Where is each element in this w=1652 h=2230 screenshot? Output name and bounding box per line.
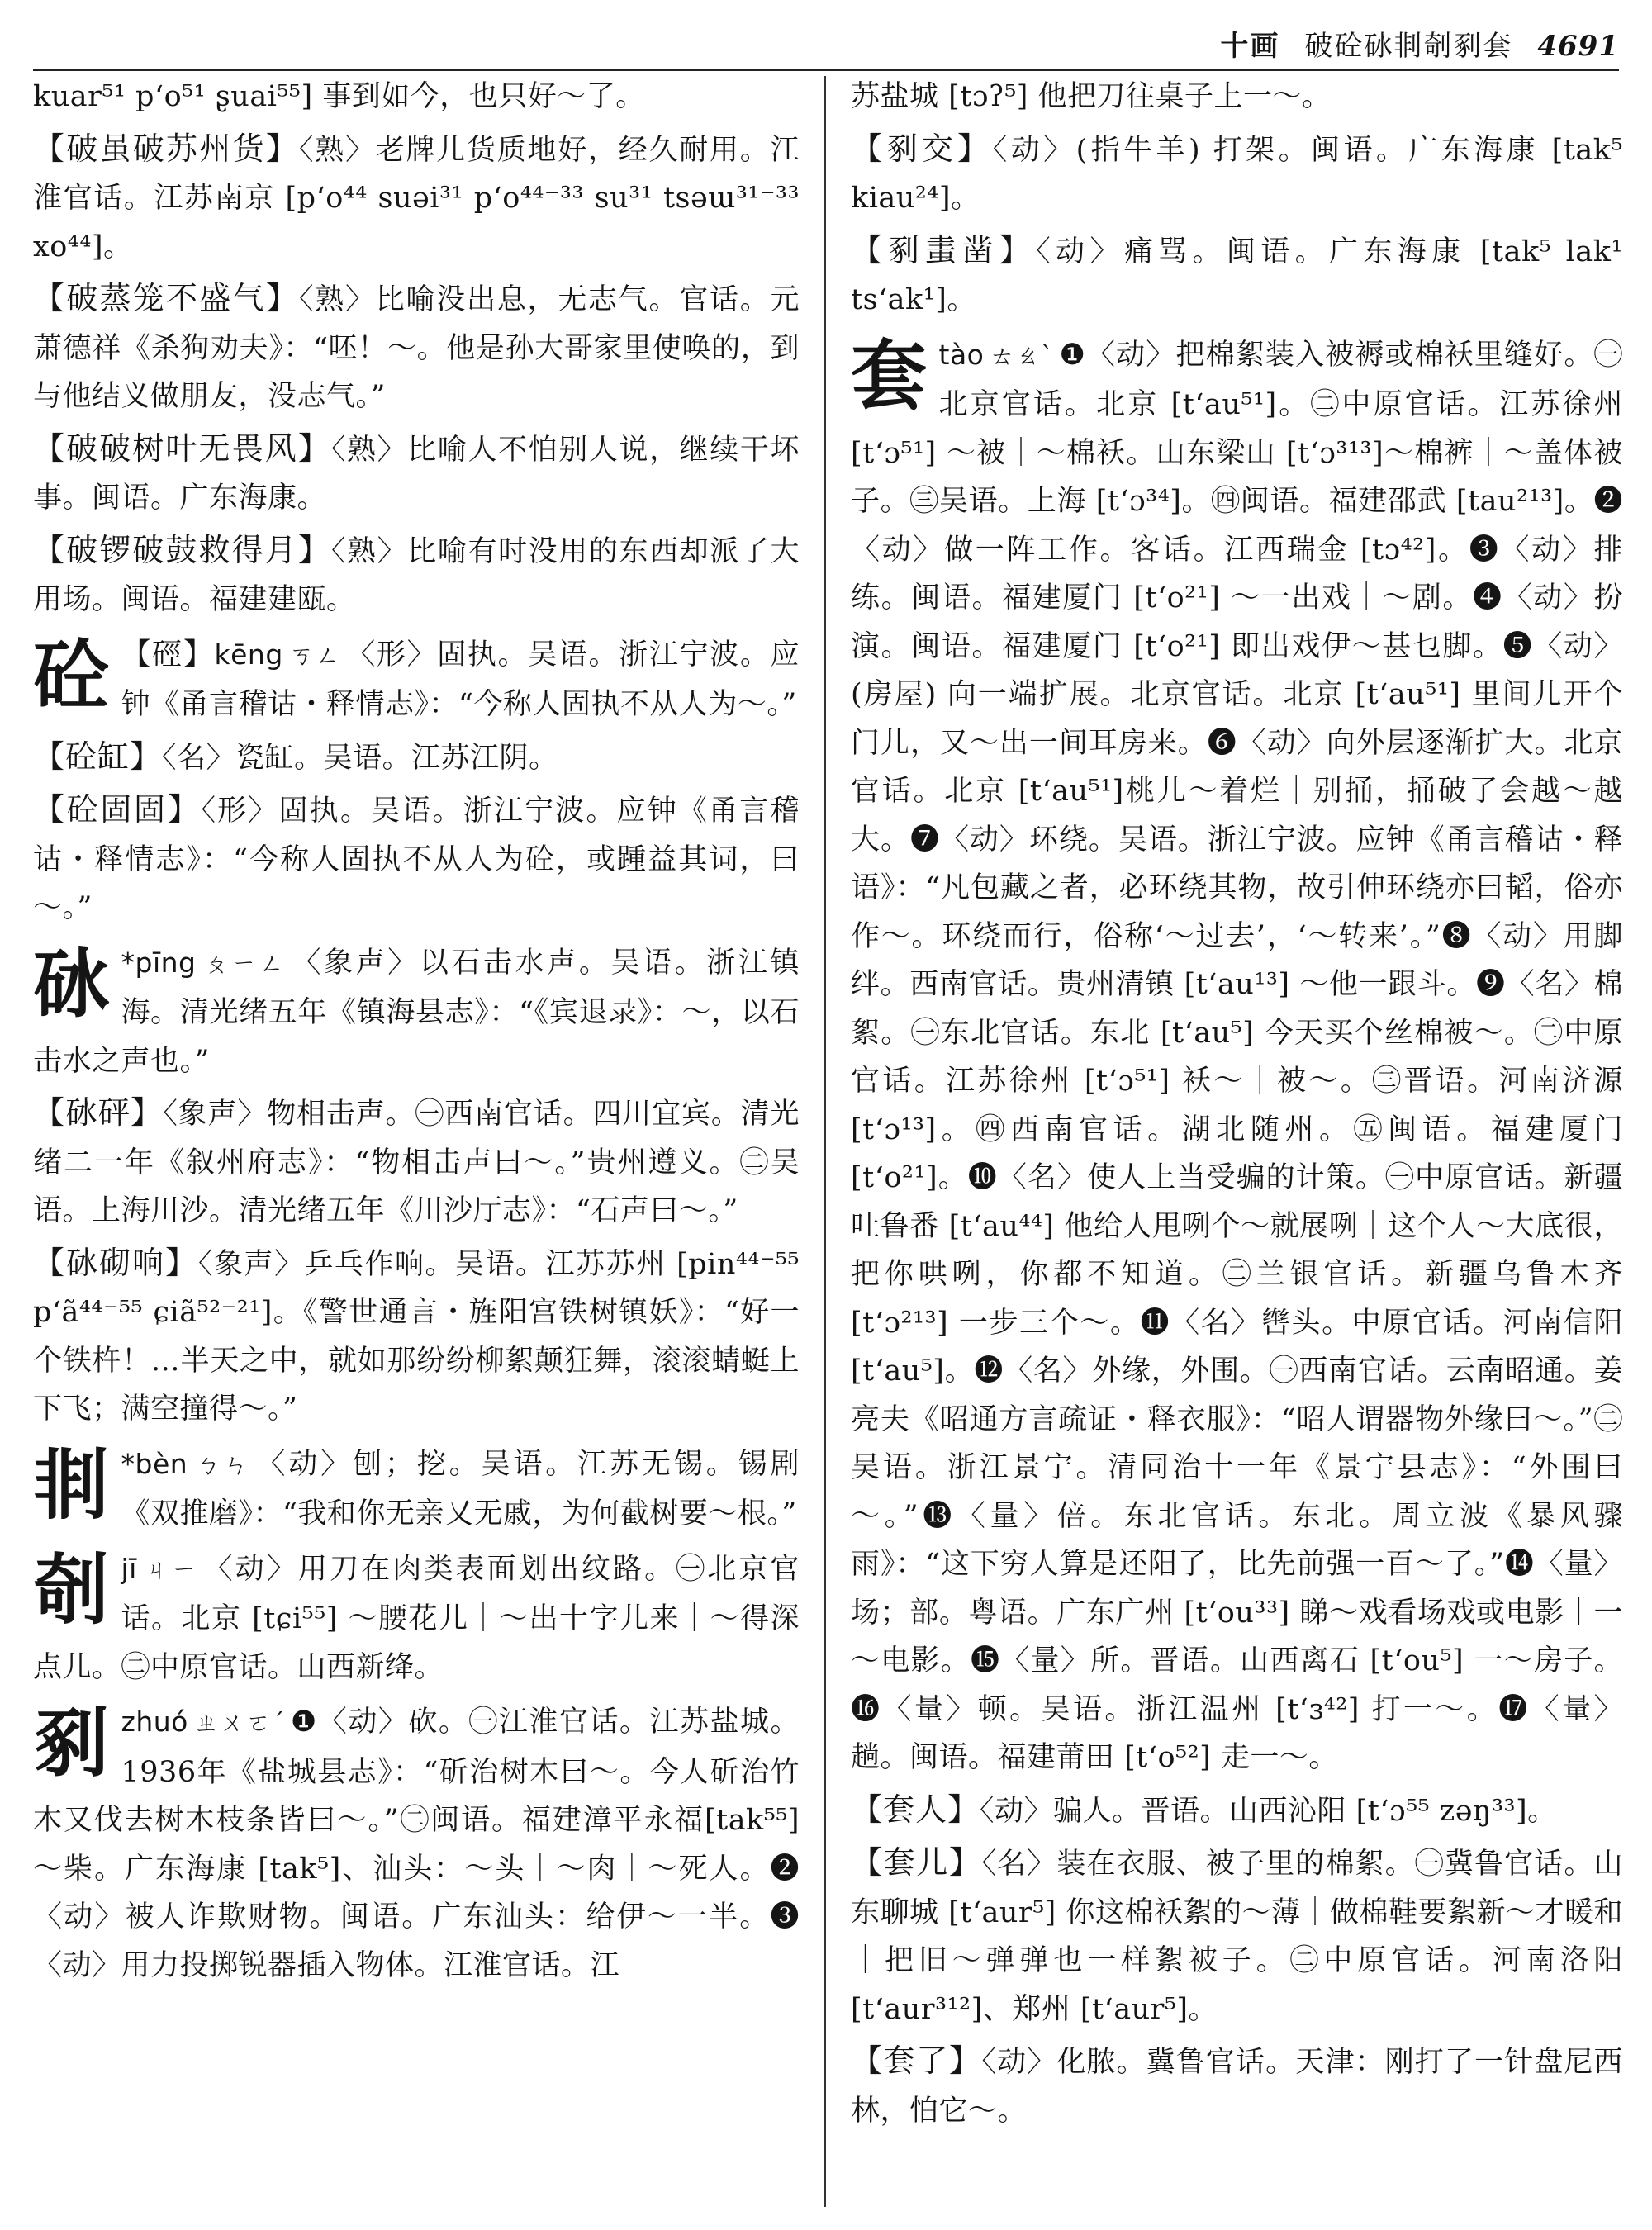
page-number: 4691 <box>1537 30 1619 63</box>
compound-headword: 【砅砰】 <box>33 1094 164 1131</box>
pinyin: zhuó <box>121 1706 188 1738</box>
variant-form: 【硜】 <box>121 637 215 671</box>
sub-entry <box>33 526 800 624</box>
head-character: 剕 <box>33 1440 110 1530</box>
definition-text: ❶〈动〉砍。㊀江淮官话。江苏盐城。1936年《盐城县志》：“斫治树木曰～。今人斫治竹木又伐去树木枝条皆曰～。”㊁闽语。福建漳平永福[tak⁵⁵] ～柴。广东海康 [tak⁵]、汕头：～头｜～肉｜～死人。❷〈动〉被人诈欺财物。闽语。广东汕头：给伊～一半。❸〈动〉用力投掷锐器插入物体。江淮官话。江 <box>33 1706 800 1982</box>
zhuyin: ㄎㄥ <box>287 641 342 671</box>
zhuyin: ㄐㄧ <box>141 1555 199 1585</box>
definition-text: 〈动〉刨；挖。吴语。江苏无锡。锡剧《双推磨》：“我和你无亲又无戚，为何截树要～根。” <box>121 1447 800 1530</box>
entry-continuation <box>33 73 800 121</box>
definition-text: 〈名〉瓷缸。吴语。江苏江阴。 <box>162 741 558 775</box>
compound-headword: 【剢交】 <box>851 130 993 167</box>
sub-entry <box>851 125 1623 223</box>
compound-headword: 【砼缸】 <box>33 738 163 775</box>
running-head <box>1220 23 1619 64</box>
zhuyin: ㄆㄧㄥ <box>201 949 287 979</box>
character-entry <box>33 1698 800 1990</box>
definition-text: 〈形〉固执。吴语。浙江宁波。应钟《甬言稽诂・释情志》：“今称人固执不从人为～。” <box>121 638 800 721</box>
compound-headword: 【砅砌响】 <box>33 1244 198 1281</box>
compound-headword: 【砼固固】 <box>33 791 202 828</box>
sub-entry <box>33 733 800 783</box>
sub-entry <box>851 1839 1623 2033</box>
column-divider <box>824 76 826 2207</box>
sub-entry <box>33 785 800 932</box>
sub-entry <box>851 226 1623 325</box>
definition-text: 〈动〉痛骂。闽语。广东海康 [tak⁵ lak¹ ts‘ak¹]。 <box>851 235 1623 316</box>
pinyin: *bèn <box>121 1447 188 1480</box>
character-entry <box>33 631 800 729</box>
head-character: 剞 <box>33 1544 110 1635</box>
head-character: 砼 <box>33 630 110 720</box>
compound-headword: 【破蒸笼不盛气】 <box>33 280 299 316</box>
right-column <box>851 73 1623 2212</box>
definition-text: 〈形〉固执。吴语。浙江宁波。应钟《甬言稽诂・释情志》：“今称人固执不从人为砼，或踵益其词，曰～。” <box>33 795 800 924</box>
character-entry <box>33 939 800 1086</box>
entry-continuation <box>851 73 1623 121</box>
zhuyin: ㄓㄨㄛˊ <box>192 1709 286 1738</box>
running-head-section: 十画 <box>1220 30 1280 63</box>
definition-text: 〈动〉用刀在肉类表面划出纹路。㊀北京官话。北京 [tɕi⁵⁵] ～腰花儿｜～出十字儿来｜～得深点儿。㊁中原官话。山西新绛。 <box>33 1552 800 1684</box>
head-character: 剢 <box>33 1698 110 1787</box>
definition-text: 〈熟〉老牌儿货质地好，经久耐用。江淮官话。江苏南京 [p‘o⁴⁴ suəi³¹ p‘o⁴⁴⁻³³ su³¹ tsəɯ³¹⁻³³ xo⁴⁴]。 <box>33 133 800 263</box>
sub-entry <box>33 425 800 523</box>
sub-entry <box>33 274 800 421</box>
compound-headword: 【套人】 <box>851 1791 980 1828</box>
zhuyin: ㄅㄣ <box>192 1450 252 1480</box>
definition-text: 〈象声〉乒乓作响。吴语。江苏苏州 [pin⁴⁴⁻⁵⁵ p‘ã⁴⁴⁻⁵⁵ ɕiã⁵²⁻²¹]。《警世通言・旌阳宫铁树镇妖》：“好一个铁杵！…半天之中，就如那纷纷柳絮颠狂舞，滚滚蜻蜓上下飞；满空撞得～。” <box>33 1247 800 1426</box>
character-entry <box>851 331 1623 1782</box>
definition-text: 〈名〉装在衣服、被子里的棉絮。㊀冀鲁官话。山东聊城 [t‘aur⁵] 你这棉袄絮的～薄｜做棉鞋要絮新～才暖和｜把旧～弹弹也一样絮被子。㊁中原官话。河南洛阳 [t‘aur³¹²]、郑州 [t‘aur⁵]。 <box>851 1848 1623 2026</box>
definition-text: kuar⁵¹ p‘o⁵¹ ʂuai⁵⁵] 事到如今，也只好～了。 <box>33 80 645 113</box>
character-entry <box>33 1440 800 1539</box>
left-column <box>33 73 800 2212</box>
definition-text: 〈象声〉以石击水声。吴语。浙江镇海。清光绪五年《镇海县志》：“《宾退录》：～，以石击水之声也。” <box>33 946 800 1078</box>
definition-text: 〈熟〉比喻没出息，无志气。官话。元萧德祥《杀狗劝夫》：“呸！～。他是孙大哥家里使唤的，到与他结义做朋友，没志气。” <box>33 283 800 413</box>
zhuyin: ㄊㄠˋ <box>989 341 1055 371</box>
definition-text: 〈动〉(指牛羊) 打架。闽语。广东海康 [tak⁵ kiau²⁴]。 <box>851 133 1623 215</box>
sub-entry <box>851 1786 1623 1836</box>
definition-text: 〈动〉化脓。冀鲁官话。天津：刚打了一针盘尼西林，怕它～。 <box>851 2046 1623 2128</box>
compound-headword: 【套了】 <box>851 2043 982 2079</box>
compound-headword: 【破锣破鼓救得月】 <box>33 531 331 568</box>
pinyin: *pīng <box>121 946 197 979</box>
definition-text: 〈象声〉物相击声。㊀西南官话。四川宜宾。清光绪二一年《叙州府志》：“物相击声曰～。”贵州遵义。㊁吴语。上海川沙。清光绪五年《川沙厅志》：“石声曰～。” <box>33 1098 800 1227</box>
definition-text: 苏盐城 [tɔʔ⁵] 他把刀往桌子上一～。 <box>851 80 1332 113</box>
compound-headword: 【套儿】 <box>851 1844 982 1881</box>
definition-text: 〈熟〉比喻人不怕别人说，继续干坏事。闽语。广东海康。 <box>33 433 800 515</box>
running-head-characters: 破砼砅剕剞剢套 <box>1304 30 1513 63</box>
head-character: 套 <box>851 330 928 420</box>
pinyin: kēng <box>214 638 283 671</box>
head-character: 砅 <box>33 938 110 1028</box>
header-rule <box>33 69 1619 71</box>
sub-entry <box>33 1239 800 1434</box>
sub-entry <box>33 125 800 272</box>
definition-text: 〈动〉骗人。晋语。山西沁阳 [t‘ɔ⁵⁵ zəŋ³³]。 <box>980 1794 1557 1828</box>
sub-entry <box>33 1089 800 1236</box>
compound-headword: 【剢䖯凿】 <box>851 231 1037 268</box>
definition-text: ❶〈动〉把棉絮装入被褥或棉袄里缝好。㊀北京官话。北京 [t‘au⁵¹]。㊁中原官话。江苏徐州 [t‘ɔ⁵¹] ～被｜～棉袄。山东梁山 [t‘ɔ³¹³]～棉裤｜～盖体被子。㊂吴语。上海 [t‘ɔ³⁴]。㊃闽语。福建邵武 [tau²¹³]。❷〈动〉做一阵工作。客话。江西瑞金 [tɔ⁴²]。❸〈动〉排练。闽语。福建厦门 [t‘o²¹] ～一出戏｜～剧。❹〈动〉扮演。闽语。福建厦门 [t‘o²¹] 即出戏伊～甚乜脚。❺〈动〉(房屋) 向一端扩展。北京官话。北京 [t‘au⁵¹] 里间儿开个门儿，又～出一间耳房来。❻〈动〉向外层逐渐扩大。北京官话。北京 [t‘au⁵¹]桃儿～着烂｜别捅，捅破了会越～越大。❼〈动〉环绕。吴语。浙江宁波。应钟《甬言稽诂・释语》：“凡包藏之者，必环绕其物，故引伸环绕亦曰韬，俗亦作～。环绕而行，俗称‘～过去’，‘～转来’。”❽〈动〉用脚绊。西南官话。贵州清镇 [t‘au¹³] ～他一跟斗。❾〈名〉棉絮。㊀东北官话。东北 [t‘au⁵] 今天买个丝棉被～。㊁中原官话。江苏徐州 [t‘ɔ⁵¹] 袄～｜被～。㊂晋语。河南济源 [t‘ɔ¹³]。㊃西南官话。湖北随州。㊄闽语。福建厦门 [t‘o²¹]。❿〈名〉使人上当受骗的计策。㊀中原官话。新疆吐鲁番 [t‘au⁴⁴] 他给人甩咧个～就展咧｜这个人～大底很，把你哄咧，你都不知道。㊁兰银官话。新疆乌鲁木齐 [t‘ɔ²¹³] 一步三个～。⓫〈名〉辔头。中原官话。河南信阳 [t‘au⁵]。⓬〈名〉外缘，外围。㊀西南官话。云南昭通。姜亮夫《昭通方言疏证・释衣服》：“昭人谓器物外缘曰～。”㊁吴语。浙江景宁。清同治十一年《景宁县志》：“外围曰～。”⓭〈量〉倍。东北官话。东北。周立波《暴风骤雨》：“这下穷人算是还阳了，比先前强一百～了。”⓮〈量〉场；部。粤语。广东广州 [t‘ou³³] 睇～戏看场戏或电影｜一～电影。⓯〈量〉所。晋语。山西离石 [t‘ou⁵] 一～房子。⓰〈量〉顿。吴语。浙江温州 [t‘ɜ⁴²] 打一～。⓱〈量〉趟。闽语。福建莆田 [t‘o⁵²] 走一～。 <box>851 338 1623 1774</box>
pinyin: tào <box>938 338 985 371</box>
definition-text: 〈熟〉比喻有时没用的东西却派了大用场。闽语。福建建瓯。 <box>33 534 800 616</box>
sub-entry <box>851 2037 1623 2135</box>
compound-headword: 【破虽破苏州货】 <box>33 130 299 167</box>
pinyin: jī <box>121 1552 137 1585</box>
compound-headword: 【破破树叶无畏风】 <box>33 429 331 467</box>
character-entry <box>33 1545 800 1692</box>
